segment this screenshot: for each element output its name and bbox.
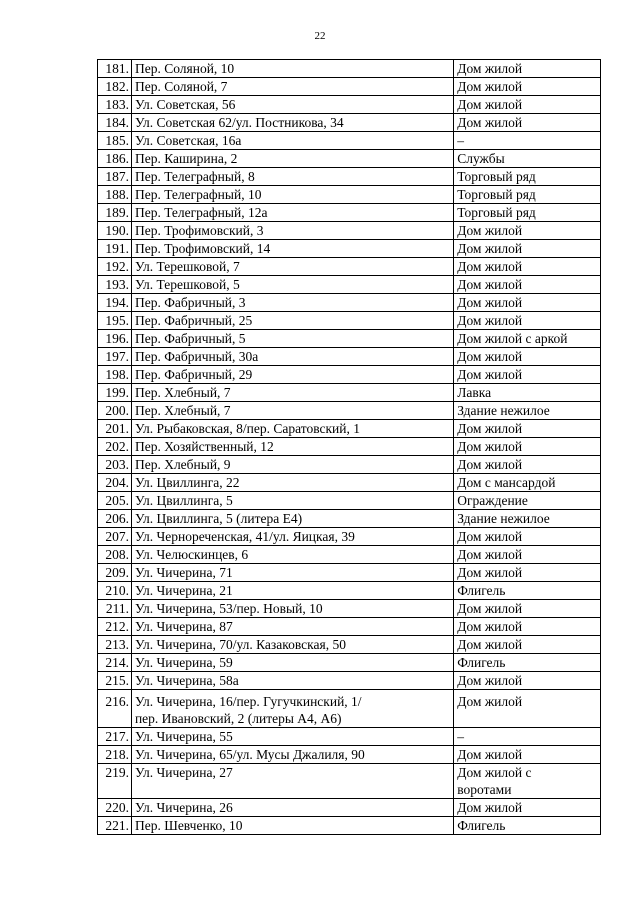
address-text: Ул. Чичерина, 58а [134,673,239,688]
address-cell [131,222,453,240]
address-cell [131,294,453,312]
table-row [98,420,601,438]
object-type-text: Здание нежилое [457,511,550,526]
object-type-cell [454,186,601,204]
table-row [98,312,601,330]
registry-table-body [98,60,601,835]
address-text: Ул. Чичерина, 16/пер. Гугучкинский, 1/ [134,694,362,709]
address-cell [131,348,453,366]
object-type-cell [454,564,601,582]
object-type-cell [454,654,601,672]
row-number: 188. [98,186,132,204]
table-row [98,114,601,132]
object-type-cell [454,420,601,438]
row-number: 196. [98,330,132,348]
row-number: 206. [98,510,132,528]
address-cell [131,204,453,222]
object-type-cell [454,312,601,330]
object-type-text: Лавка [457,385,492,400]
table-row [98,294,601,312]
object-type-cell [454,438,601,456]
row-number: 185. [98,132,132,150]
address-cell [131,114,453,132]
object-type-text: Дом жилой [457,747,523,762]
address-text: Пер. Телеграфный, 10 [134,187,262,202]
address-text: Ул. Советская 62/ул. Постникова, 34 [134,115,344,130]
object-type-text: Службы [457,151,505,166]
address-text: Пер. Фабричный, 5 [134,331,246,346]
address-cell [131,60,453,78]
object-type-cell [454,546,601,564]
row-number: 221. [98,817,132,835]
row-number: 205. [98,492,132,510]
address-cell [131,420,453,438]
row-number: 187. [98,168,132,186]
object-type-text: Торговый ряд [457,205,536,220]
object-type-text: Дом жилой [457,349,523,364]
address-cell [131,258,453,276]
object-type-text-continued: воротами [457,782,512,797]
table-row [98,78,601,96]
address-text: Пер. Хлебный, 7 [134,403,231,418]
address-cell [131,764,453,799]
object-type-cell [454,764,601,799]
object-type-text: Дом жилой [457,673,523,688]
object-type-cell [454,78,601,96]
address-text: Пер. Соляной, 10 [134,61,235,76]
row-number: 190. [98,222,132,240]
address-text: Пер. Хозяйственный, 12 [134,439,274,454]
address-cell [131,456,453,474]
address-cell [131,276,453,294]
registry-table [97,59,601,835]
table-row [98,366,601,384]
object-type-text: Торговый ряд [457,169,536,184]
address-cell [131,510,453,528]
object-type-cell [454,330,601,348]
table-row [98,276,601,294]
table-row [98,132,601,150]
object-type-text: Дом жилой [457,97,523,112]
object-type-text: Дом жилой [457,565,523,580]
table-row [98,258,601,276]
object-type-text: Торговый ряд [457,187,536,202]
row-number: 198. [98,366,132,384]
address-cell [131,528,453,546]
object-type-cell [454,276,601,294]
table-row [98,618,601,636]
address-cell [131,636,453,654]
object-type-text: Дом жилой [457,439,523,454]
table-row [98,817,601,835]
row-number: 191. [98,240,132,258]
address-text: Ул. Цвиллинга, 22 [134,475,240,490]
address-text: Ул. Терешковой, 5 [134,277,240,292]
object-type-cell [454,258,601,276]
object-type-cell [454,618,601,636]
address-cell [131,78,453,96]
address-text: Пер. Телеграфный, 12а [134,205,268,220]
object-type-cell [454,150,601,168]
row-number: 219. [98,764,132,799]
address-cell [131,618,453,636]
object-type-cell [454,222,601,240]
object-type-cell [454,168,601,186]
page-number: 22 [314,30,326,42]
object-type-text: Дом жилой [457,619,523,634]
table-row [98,728,601,746]
row-number: 204. [98,474,132,492]
table-row [98,764,601,799]
address-text: Ул. Чичерина, 21 [134,583,233,598]
table-row [98,96,601,114]
object-type-text: Дом жилой [457,277,523,292]
object-type-text: – [457,729,464,744]
row-number: 212. [98,618,132,636]
table-row [98,222,601,240]
table-row [98,546,601,564]
object-type-cell [454,528,601,546]
object-type-text: Дом жилой [457,259,523,274]
row-number: 207. [98,528,132,546]
address-cell [131,150,453,168]
address-cell [131,132,453,150]
address-text: Ул. Чичерина, 26 [134,800,233,815]
address-text: Ул. Чичерина, 65/ул. Мусы Джалиля, 90 [134,747,365,762]
address-text: Пер. Фабричный, 3 [134,295,246,310]
address-text: Пер. Соляной, 7 [134,79,228,94]
object-type-cell [454,96,601,114]
row-number: 201. [98,420,132,438]
table-row [98,690,601,728]
address-text: Ул. Челюскинцев, 6 [134,547,249,562]
table-row [98,348,601,366]
address-cell [131,330,453,348]
address-cell [131,186,453,204]
table-row [98,474,601,492]
address-text: Пер. Шевченко, 10 [134,818,243,833]
address-text: Ул. Чичерина, 53/пер. Новый, 10 [134,601,323,616]
row-number: 220. [98,799,132,817]
object-type-text: Дом жилой [457,601,523,616]
row-number: 213. [98,636,132,654]
table-row [98,746,601,764]
object-type-cell [454,582,601,600]
table-row [98,240,601,258]
address-cell [131,728,453,746]
object-type-text: Дом жилой [457,457,523,472]
address-cell [131,384,453,402]
object-type-cell [454,240,601,258]
address-text: Пер. Хлебный, 9 [134,457,231,472]
address-text: Ул. Чернореченская, 41/ул. Яицкая, 39 [134,529,355,544]
address-text: Пер. Каширина, 2 [134,151,238,166]
address-cell [131,168,453,186]
object-type-cell [454,492,601,510]
row-number: 215. [98,672,132,690]
address-text: Пер. Трофимовский, 3 [134,223,264,238]
address-cell [131,654,453,672]
row-number: 193. [98,276,132,294]
address-text: Ул. Цвиллинга, 5 (литера Е4) [134,511,303,526]
object-type-cell [454,636,601,654]
object-type-cell [454,348,601,366]
address-text: Пер. Фабричный, 25 [134,313,253,328]
address-text: Пер. Хлебный, 7 [134,385,231,400]
object-type-cell [454,672,601,690]
address-cell [131,402,453,420]
table-row [98,672,601,690]
table-row [98,456,601,474]
object-type-text: Флигель [457,583,506,598]
object-type-cell [454,728,601,746]
row-number: 218. [98,746,132,764]
row-number: 214. [98,654,132,672]
table-row [98,438,601,456]
object-type-text: Ограждение [457,493,528,508]
row-number: 202. [98,438,132,456]
object-type-text: Дом жилой [457,115,523,130]
row-number: 194. [98,294,132,312]
row-number: 200. [98,402,132,420]
object-type-text: Дом жилой [457,367,523,382]
address-cell [131,817,453,835]
object-type-cell [454,817,601,835]
object-type-text: Дом жилой [457,295,523,310]
address-text: Ул. Чичерина, 87 [134,619,233,634]
object-type-cell [454,402,601,420]
address-text: Пер. Фабричный, 29 [134,367,253,382]
address-text: Пер. Телеграфный, 8 [134,169,255,184]
row-number: 183. [98,96,132,114]
address-text-continued: пер. Ивановский, 2 (литеры А4, А6) [134,711,342,726]
table-row [98,186,601,204]
object-type-text: Дом жилой с аркой [457,331,568,346]
address-text: Ул. Чичерина, 70/ул. Казаковская, 50 [134,637,346,652]
table-row [98,402,601,420]
address-text: Ул. Чичерина, 27 [134,765,233,780]
address-cell [131,799,453,817]
object-type-text: Здание нежилое [457,403,550,418]
address-text: Ул. Терешковой, 7 [134,259,240,274]
object-type-text: Дом жилой [457,241,523,256]
address-cell [131,492,453,510]
address-cell [131,564,453,582]
address-text: Пер. Фабричный, 30а [134,349,259,364]
object-type-cell [454,600,601,618]
object-type-cell [454,366,601,384]
object-type-cell [454,456,601,474]
address-text: Пер. Трофимовский, 14 [134,241,271,256]
object-type-text: Дом жилой с [457,765,532,780]
row-number: 189. [98,204,132,222]
object-type-cell [454,204,601,222]
table-row [98,330,601,348]
table-row [98,600,601,618]
address-text: Ул. Чичерина, 55 [134,729,233,744]
address-text: Ул. Советская, 16а [134,133,242,148]
row-number: 203. [98,456,132,474]
object-type-text: Флигель [457,655,506,670]
address-cell [131,746,453,764]
object-type-text: Дом жилой [457,529,523,544]
object-type-text: Флигель [457,818,506,833]
row-number: 217. [98,728,132,746]
object-type-text: Дом жилой [457,79,523,94]
object-type-cell [454,132,601,150]
table-row [98,510,601,528]
object-type-cell [454,746,601,764]
table-row [98,492,601,510]
table-row [98,204,601,222]
object-type-cell [454,690,601,728]
object-type-cell [454,510,601,528]
row-number: 184. [98,114,132,132]
object-type-text: Дом жилой [457,694,523,709]
row-number: 208. [98,546,132,564]
row-number: 209. [98,564,132,582]
address-cell [131,546,453,564]
object-type-text: Дом жилой [457,637,523,652]
address-cell [131,690,453,728]
table-row [98,582,601,600]
address-cell [131,366,453,384]
address-cell [131,240,453,258]
table-row [98,654,601,672]
address-text: Ул. Рыбаковская, 8/пер. Саратовский, 1 [134,421,361,436]
object-type-text: Дом жилой [457,421,523,436]
object-type-cell [454,294,601,312]
object-type-text: Дом жилой [457,313,523,328]
row-number: 197. [98,348,132,366]
object-type-cell [454,114,601,132]
object-type-cell [454,474,601,492]
address-cell [131,96,453,114]
address-text: Ул. Чичерина, 59 [134,655,233,670]
object-type-cell [454,799,601,817]
object-type-cell [454,384,601,402]
address-cell [131,438,453,456]
address-text: Ул. Чичерина, 71 [134,565,233,580]
table-row [98,636,601,654]
address-cell [131,672,453,690]
row-number: 186. [98,150,132,168]
table-row [98,384,601,402]
table-row [98,564,601,582]
object-type-text: Дом жилой [457,223,523,238]
table-row [98,168,601,186]
address-cell [131,600,453,618]
row-number: 211. [98,600,132,618]
object-type-text: Дом жилой [457,800,523,815]
table-row [98,799,601,817]
row-number: 192. [98,258,132,276]
address-cell [131,312,453,330]
table-row [98,60,601,78]
object-type-text: Дом жилой [457,547,523,562]
object-type-text: Дом с мансардой [457,475,556,490]
address-cell [131,582,453,600]
table-row [98,150,601,168]
row-number: 199. [98,384,132,402]
object-type-text: Дом жилой [457,61,523,76]
row-number: 195. [98,312,132,330]
table-row [98,528,601,546]
row-number: 182. [98,78,132,96]
row-number: 181. [98,60,132,78]
object-type-cell [454,60,601,78]
address-text: Ул. Советская, 56 [134,97,236,112]
row-number: 216. [98,690,132,728]
row-number: 210. [98,582,132,600]
object-type-text: – [457,133,464,148]
address-cell [131,474,453,492]
address-text: Ул. Цвиллинга, 5 [134,493,233,508]
